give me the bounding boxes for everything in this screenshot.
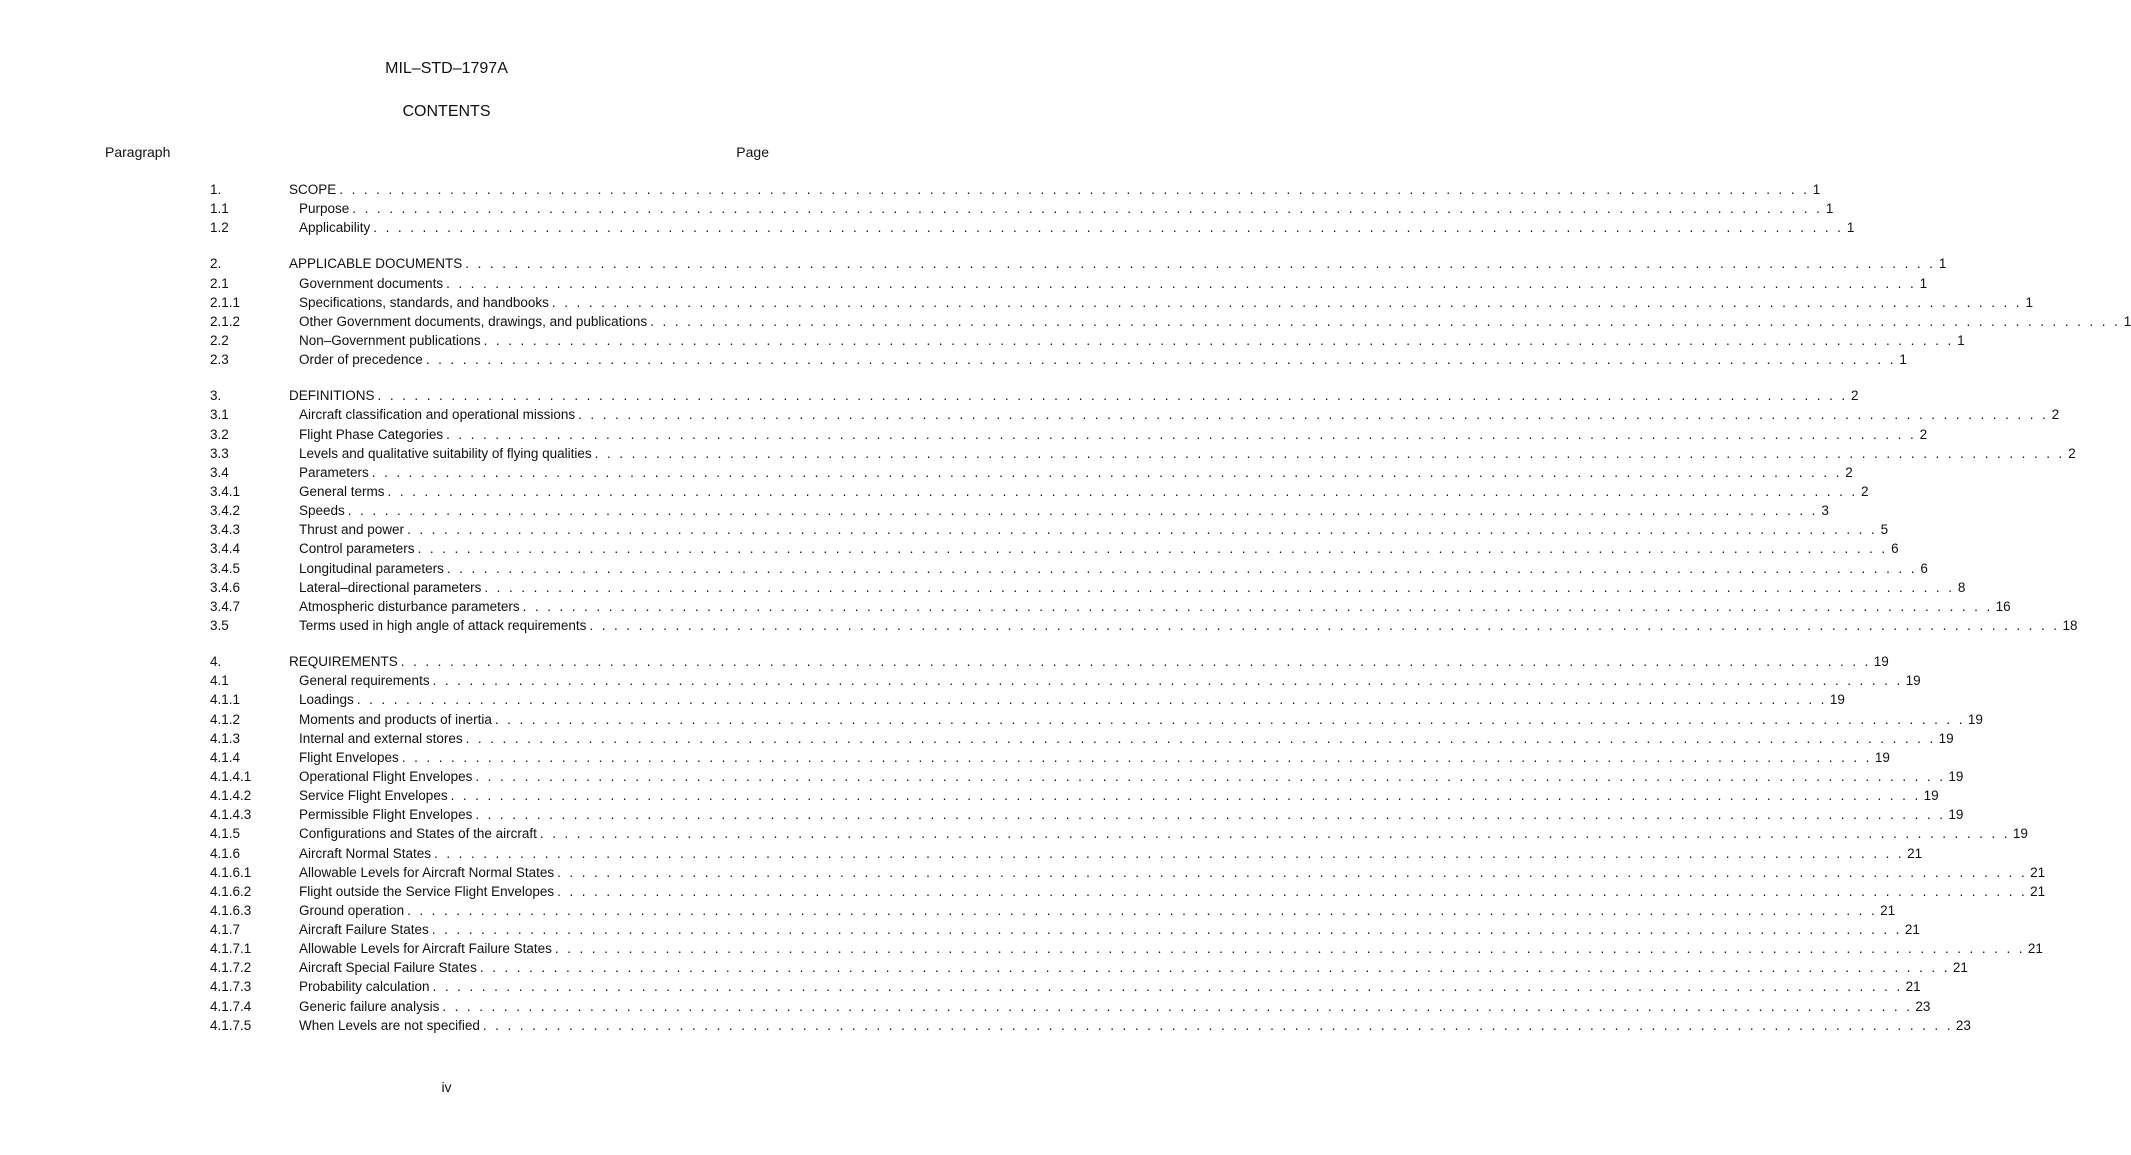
- toc-entry-line: [299, 690, 1845, 709]
- toc-entry-number: 4.1.4.3: [210, 807, 252, 823]
- toc-entry-title: Specifications, standards, and handbooks: [299, 294, 549, 310]
- toc-entry-number: 3.2: [210, 426, 229, 442]
- paragraph-column-header: Paragraph: [105, 144, 171, 160]
- toc-entry-number: 1.1: [210, 201, 229, 217]
- toc-entry-number: 4.1.6.1: [210, 864, 252, 880]
- toc-entry-number: 3.3: [210, 445, 229, 461]
- dot-leader: . . . . . . . . . . . . . . . . . . . . . . . . . . . . . . . . . . . . . . . . . . . . . . . . . . . . . . . . . . . . . . . . . . . . . . . . . . . . . . . . . . . . . . . . . . . . . . . . . . . . . . . . . . . . . . . . . . . . . . . .: [650, 313, 2121, 329]
- toc-entry-title: REQUIREMENTS: [289, 654, 398, 670]
- toc-entry-title: Aircraft Normal States: [299, 845, 432, 861]
- toc-entry-page: 21: [2030, 883, 2046, 899]
- dot-leader: . . . . . . . . . . . . . . . . . . . . . . . . . . . . . . . . . . . . . . . . . . . . . . . . . . . . . . . . . . . . . . . . . . . . . . . . . . . . . . . . . . . . . . . . . . . . . . . . . . . . . . . . . . . . . . . . . . . . . . . .: [551, 294, 2022, 310]
- toc-entry-page: 1: [1812, 182, 1821, 197]
- toc-entry-line: [299, 977, 1921, 996]
- toc-entry-title: Allowable Levels for Aircraft Normal States: [299, 864, 555, 880]
- toc-entry[interactable]: [210, 482, 1869, 501]
- toc-entry-page: 2: [1861, 483, 1869, 499]
- dot-leader: . . . . . . . . . . . . . . . . . . . . . . . . . . . . . . . . . . . . . . . . . . . . . . . . . . . . . . . . . . . . . . . . . . . . . . . . . . . . . . . . . . . . . . . . . . . . . . . . . . . . . . . . . . . . . . . . . . . . . . . .: [417, 541, 1888, 557]
- table-of-contents: [210, 180, 2131, 1052]
- toc-entry-page: 2: [1845, 464, 1853, 480]
- dot-leader: . . . . . . . . . . . . . . . . . . . . . . . . . . . . . . . . . . . . . . . . . . . . . . . . . . . . . . . . . . . . . . . . . . . . . . . . . . . . . . . . . . . . . . . . . . . . . . . . . . . . . . . . . . . . . . . . . . . . . . . .: [589, 617, 2060, 633]
- toc-entry[interactable]: [210, 180, 1821, 199]
- toc-entry-page: 19: [1905, 673, 1921, 689]
- dot-leader: . . . . . . . . . . . . . . . . . . . . . . . . . . . . . . . . . . . . . . . . . . . . . . . . . . . . . . . . . . . . . . . . . . . . . . . . . . . . . . . . . . . . . . . . . . . . . . . . . . . . . . . . . . . . . . . . . . . . . . . .: [578, 407, 2049, 423]
- dot-leader: . . . . . . . . . . . . . . . . . . . . . . . . . . . . . . . . . . . . . . . . . . . . . . . . . . . . . . . . . . . . . . . . . . . . . . . . . . . . . . . . . . . . . . . . . . . . . . . . . . . . . . . . . . . . . . . . . . . . . . . .: [446, 275, 1917, 291]
- dot-leader: . . . . . . . . . . . . . . . . . . . . . . . . . . . . . . . . . . . . . . . . . . . . . . . . . . . . . . . . . . . . . . . . . . . . . . . . . . . . . . . . . . . . . . . . . . . . . . . . . . . . . . . . . . . . . . . . . . . . . . . .: [465, 730, 1936, 746]
- dot-leader: . . . . . . . . . . . . . . . . . . . . . . . . . . . . . . . . . . . . . . . . . . . . . . . . . . . . . . . . . . . . . . . . . . . . . . . . . . . . . . . . . . . . . . . . . . . . . . . . . . . . . . . . . . . . . . . . . . . . . . . .: [373, 220, 1844, 236]
- toc-entry-number: 2.: [210, 256, 222, 272]
- dot-leader: . . . . . . . . . . . . . . . . . . . . . . . . . . . . . . . . . . . . . . . . . . . . . . . . . . . . . . . . . . . . . . . . . . . . . . . . . . . . . . . . . . . . . . . . . . . . . . . . . . . . . . . . . . . . . . . . . . . . . . . .: [446, 560, 1917, 576]
- dot-leader: . . . . . . . . . . . . . . . . . . . . . . . . . . . . . . . . . . . . . . . . . . . . . . . . . . . . . . . . . . . . . . . . . . . . . . . . . . . . . . . . . . . . . . . . . . . . . . . . . . . . . . . . . . . . . . . . . . . . . . . .: [446, 426, 1917, 442]
- toc-entry[interactable]: [210, 710, 1983, 729]
- toc-entry-number: 4.1.3: [210, 730, 241, 746]
- toc-entry-line: [299, 729, 1954, 748]
- toc-entry[interactable]: [210, 539, 1899, 558]
- toc-entry-page: 19: [1923, 788, 1939, 804]
- toc-entry-line: [299, 463, 1853, 482]
- toc-entry-number: 4.1.4: [210, 749, 241, 765]
- dot-leader: . . . . . . . . . . . . . . . . . . . . . . . . . . . . . . . . . . . . . . . . . . . . . . . . . . . . . . . . . . . . . . . . . . . . . . . . . . . . . . . . . . . . . . . . . . . . . . . . . . . . . . . . . . . . . . . . . . . . . . . .: [450, 788, 1921, 804]
- toc-entry-line: [299, 559, 1928, 578]
- toc-entry[interactable]: [210, 671, 1921, 690]
- page-number: iv: [441, 1079, 452, 1095]
- toc-entry-number: 4.1.7.3: [210, 979, 252, 995]
- toc-entry-page: 19: [1967, 711, 1983, 727]
- toc-entry-title: SCOPE: [289, 182, 337, 197]
- toc-entry-title: Moments and products of inertia: [299, 711, 492, 727]
- toc-entry-page: 18: [2062, 617, 2078, 633]
- toc-entry-line: [299, 882, 2046, 901]
- toc-entry-line: [299, 939, 2043, 958]
- toc-entry-line: [299, 863, 2046, 882]
- toc-entry-line: [299, 786, 1939, 805]
- toc-entry-page: 2: [2068, 445, 2076, 461]
- dot-leader: . . . . . . . . . . . . . . . . . . . . . . . . . . . . . . . . . . . . . . . . . . . . . . . . . . . . . . . . . . . . . . . . . . . . . . . . . . . . . . . . . . . . . . . . . . . . . . . . . . . . . . . . . . . . . . . . . . . . . . . .: [432, 673, 1903, 689]
- toc-entry-number: 4.1.6: [210, 845, 241, 861]
- toc-entry-page: 5: [1880, 522, 1889, 538]
- toc-entry-page: 19: [2012, 826, 2028, 842]
- toc-entry-page: 1: [1899, 352, 1907, 368]
- toc-entry[interactable]: [210, 501, 1829, 520]
- toc-entry[interactable]: [210, 386, 1859, 405]
- toc-entry-number: 2.1.1: [210, 294, 241, 310]
- dot-leader: . . . . . . . . . . . . . . . . . . . . . . . . . . . . . . . . . . . . . . . . . . . . . . . . . . . . . . . . . . . . . . . . . . . . . . . . . . . . . . . . . . . . . . . . . . . . . . . . . . . . . . . . . . . . . . . . . . . . . . . .: [401, 749, 1872, 765]
- toc-entry[interactable]: [210, 844, 1923, 863]
- toc-entry-title: Government documents: [299, 275, 444, 291]
- dot-leader: . . . . . . . . . . . . . . . . . . . . . . . . . . . . . . . . . . . . . . . . . . . . . . . . . . . . . . . . . . . . . . . . . . . . . . . . . . . . . . . . . . . . . . . . . . . . . . . . . . . . . . . . . . . . . . . . . . . . . . . .: [356, 692, 1827, 708]
- toc-entry[interactable]: [210, 616, 2078, 635]
- toc-entry[interactable]: [210, 463, 1853, 482]
- toc-entry[interactable]: [210, 559, 1928, 578]
- dot-leader: . . . . . . . . . . . . . . . . . . . . . . . . . . . . . . . . . . . . . . . . . . . . . . . . . . . . . . . . . . . . . . . . . . . . . . . . . . . . . . . . . . . . . . . . . . . . . . . . . . . . . . . . . . . . . . . . . . . . . . . .: [347, 503, 1818, 519]
- toc-entry-page: 21: [1952, 960, 1968, 976]
- toc-entry[interactable]: [210, 425, 1928, 444]
- dot-leader: . . . . . . . . . . . . . . . . . . . . . . . . . . . . . . . . . . . . . . . . . . . . . . . . . . . . . . . . . . . . . . . . . . . . . . . . . . . . . . . . . . . . . . . . . . . . . . . . . . . . . . . . . . . . . . . . . . . . . . . .: [400, 654, 1871, 670]
- document-id: MIL–STD–1797A: [385, 60, 508, 77]
- dot-leader: . . . . . . . . . . . . . . . . . . . . . . . . . . . . . . . . . . . . . . . . . . . . . . . . . . . . . . . . . . . . . . . . . . . . . . . . . . . . . . . . . . . . . . . . . . . . . . . . . . . . . . . . . . . . . . . . . . . . . . . .: [539, 826, 2010, 842]
- toc-entry-number: 4.1.1: [210, 692, 241, 708]
- toc-entry-page: 1: [1825, 201, 1834, 217]
- dot-leader: . . . . . . . . . . . . . . . . . . . . . . . . . . . . . . . . . . . . . . . . . . . . . . . . . . . . . . . . . . . . . . . . . . . . . . . . . . . . . . . . . . . . . . . . . . . . . . . . . . . . . . . . . . . . . . . . . . . . . . . .: [371, 464, 1842, 480]
- toc-entry-page: 8: [1957, 579, 1966, 595]
- toc-entry-title: Longitudinal parameters: [299, 560, 444, 576]
- toc-entry[interactable]: [210, 218, 1855, 237]
- toc-entry-title: Lateral–directional parameters: [299, 579, 482, 595]
- toc-entry-title: Applicability: [299, 220, 371, 236]
- toc-entry-number: 3.4.3: [210, 522, 241, 538]
- toc-entry-page: 16: [1995, 598, 2011, 614]
- toc-entry-line: [289, 254, 1947, 273]
- toc-entry-number: 3.4.2: [210, 503, 241, 519]
- toc-entry[interactable]: [210, 920, 1920, 939]
- toc-entry-number: 1.: [210, 182, 222, 197]
- toc-entry-line: [299, 444, 2076, 463]
- toc-entry[interactable]: [210, 254, 1947, 273]
- toc-entry-number: 3.5: [210, 617, 229, 633]
- dot-leader: . . . . . . . . . . . . . . . . . . . . . . . . . . . . . . . . . . . . . . . . . . . . . . . . . . . . . . . . . . . . . . . . . . . . . . . . . . . . . . . . . . . . . . . . . . . . . . . . . . . . . . . . . . . . . . . . . . . . . . . .: [475, 807, 1946, 823]
- toc-entry[interactable]: [210, 652, 1889, 671]
- toc-entry-line: [299, 597, 2011, 616]
- toc-section-group: [210, 386, 2078, 635]
- toc-entry-page: 21: [1904, 922, 1920, 938]
- toc-entry-title: Aircraft classification and operational missions: [299, 407, 576, 423]
- toc-entry-line: [299, 405, 2060, 424]
- toc-entry[interactable]: [210, 293, 2033, 312]
- toc-entry-page: 2: [1919, 426, 1928, 442]
- toc-entry-number: 4.1.2: [210, 711, 241, 727]
- toc-entry-number: 4.1.5: [210, 826, 241, 842]
- toc-entry-line: [299, 293, 2033, 312]
- toc-entry-page: 21: [1907, 845, 1923, 861]
- toc-entry-number: 3.4.5: [210, 560, 241, 576]
- toc-entry-title: General requirements: [299, 673, 430, 689]
- toc-entry[interactable]: [210, 690, 1845, 709]
- toc-entry-page: 2: [2051, 407, 2060, 423]
- toc-section-group: [210, 652, 2046, 1035]
- dot-leader: . . . . . . . . . . . . . . . . . . . . . . . . . . . . . . . . . . . . . . . . . . . . . . . . . . . . . . . . . . . . . . . . . . . . . . . . . . . . . . . . . . . . . . . . . . . . . . . . . . . . . . . . . . . . . . . . . . . . . . . .: [522, 598, 1993, 614]
- dot-leader: . . . . . . . . . . . . . . . . . . . . . . . . . . . . . . . . . . . . . . . . . . . . . . . . . . . . . . . . . . . . . . . . . . . . . . . . . . . . . . . . . . . . . . . . . . . . . . . . . . . . . . . . . . . . . . . . . . . . . . . .: [432, 979, 1903, 995]
- toc-entry-line: [299, 482, 1869, 501]
- toc-entry[interactable]: [210, 863, 2046, 882]
- toc-entry-title: Configurations and States of the aircraft: [299, 826, 537, 842]
- toc-entry-title: Operational Flight Envelopes: [299, 768, 473, 784]
- toc-entry-line: [299, 748, 1890, 767]
- toc-entry-line: [299, 539, 1899, 558]
- toc-entry-page: 21: [1880, 902, 1896, 918]
- toc-entry[interactable]: [210, 748, 1890, 767]
- dot-leader: . . . . . . . . . . . . . . . . . . . . . . . . . . . . . . . . . . . . . . . . . . . . . . . . . . . . . . . . . . . . . . . . . . . . . . . . . . . . . . . . . . . . . . . . . . . . . . . . . . . . . . . . . . . . . . . . . . . . . . . .: [482, 1017, 1953, 1033]
- toc-entry-line: [299, 501, 1829, 520]
- toc-entry-line: [289, 652, 1889, 671]
- toc-entry-line: [299, 901, 1896, 920]
- toc-entry-title: Atmospheric disturbance parameters: [299, 598, 520, 614]
- toc-entry-title: Allowable Levels for Aircraft Failure States: [299, 941, 552, 957]
- toc-entry-page: 21: [2030, 864, 2046, 880]
- toc-entry-title: Generic failure analysis: [299, 998, 440, 1014]
- dot-leader: . . . . . . . . . . . . . . . . . . . . . . . . . . . . . . . . . . . . . . . . . . . . . . . . . . . . . . . . . . . . . . . . . . . . . . . . . . . . . . . . . . . . . . . . . . . . . . . . . . . . . . . . . . . . . . . . . . . . . . . .: [339, 182, 1810, 197]
- toc-entry-number: 2.1: [210, 275, 229, 291]
- toc-entry-number: 3.1: [210, 407, 229, 423]
- toc-entry-title: Ground operation: [299, 902, 405, 918]
- dot-leader: . . . . . . . . . . . . . . . . . . . . . . . . . . . . . . . . . . . . . . . . . . . . . . . . . . . . . . . . . . . . . . . . . . . . . . . . . . . . . . . . . . . . . . . . . . . . . . . . . . . . . . . . . . . . . . . . . . . . . . . .: [479, 960, 1950, 976]
- toc-entry[interactable]: [210, 939, 2043, 958]
- toc-entry-title: Parameters: [299, 464, 369, 480]
- toc-entry[interactable]: [210, 767, 1964, 786]
- toc-entry-number: 4.1.4.2: [210, 788, 252, 804]
- toc-entry-title: APPLICABLE DOCUMENTS: [289, 256, 463, 272]
- toc-entry-page: 1: [1846, 220, 1855, 236]
- toc-entry[interactable]: [210, 882, 2046, 901]
- dot-leader: . . . . . . . . . . . . . . . . . . . . . . . . . . . . . . . . . . . . . . . . . . . . . . . . . . . . . . . . . . . . . . . . . . . . . . . . . . . . . . . . . . . . . . . . . . . . . . . . . . . . . . . . . . . . . . . . . . . . . . . .: [387, 483, 1858, 499]
- toc-entry-title: Terms used in high angle of attack requirements: [299, 617, 587, 633]
- toc-entry-number: 3.4.4: [210, 541, 241, 557]
- toc-entry-page: 19: [1948, 807, 1964, 823]
- toc-entry-line: [299, 199, 1834, 218]
- toc-entry[interactable]: [210, 786, 1939, 805]
- toc-entry-title: DEFINITIONS: [289, 388, 375, 404]
- toc-entry-page: 1: [2123, 313, 2131, 329]
- toc-entry-line: [299, 350, 1907, 369]
- toc-entry-number: 4.1.4.1: [210, 768, 252, 784]
- toc-entry-title: General terms: [299, 483, 385, 499]
- dot-leader: . . . . . . . . . . . . . . . . . . . . . . . . . . . . . . . . . . . . . . . . . . . . . . . . . . . . . . . . . . . . . . . . . . . . . . . . . . . . . . . . . . . . . . . . . . . . . . . . . . . . . . . . . . . . . . . . . . . . . . . .: [434, 845, 1905, 861]
- toc-entry-number: 4.1.7.5: [210, 1017, 252, 1033]
- toc-entry[interactable]: [210, 312, 2131, 331]
- toc-entry-line: [289, 180, 1821, 199]
- toc-entry-line: [299, 920, 1920, 939]
- toc-entry[interactable]: [210, 824, 2028, 843]
- toc-entry-number: 4.1.7.1: [210, 941, 252, 957]
- toc-entry-line: [299, 218, 1855, 237]
- toc-entry-line: [299, 616, 2078, 635]
- dot-leader: . . . . . . . . . . . . . . . . . . . . . . . . . . . . . . . . . . . . . . . . . . . . . . . . . . . . . . . . . . . . . . . . . . . . . . . . . . . . . . . . . . . . . . . . . . . . . . . . . . . . . . . . . . . . . . . . . . . . . . . .: [484, 579, 1955, 595]
- toc-entry-title: When Levels are not specified: [299, 1017, 480, 1033]
- toc-entry-page: 6: [1891, 541, 1899, 557]
- toc-entry-page: 23: [1915, 998, 1931, 1014]
- toc-entry-title: Levels and qualitative suitability of flying qualities: [299, 445, 592, 461]
- toc-entry-line: [299, 997, 1931, 1016]
- toc-entry-number: 4.1.7.2: [210, 960, 252, 976]
- toc-entry-number: 4.1.6.3: [210, 902, 252, 918]
- dot-leader: . . . . . . . . . . . . . . . . . . . . . . . . . . . . . . . . . . . . . . . . . . . . . . . . . . . . . . . . . . . . . . . . . . . . . . . . . . . . . . . . . . . . . . . . . . . . . . . . . . . . . . . . . . . . . . . . . . . . . . . .: [352, 201, 1823, 217]
- toc-entry-title: Service Flight Envelopes: [299, 788, 448, 804]
- toc-entry[interactable]: [210, 597, 2011, 616]
- toc-entry-title: Flight Phase Categories: [299, 426, 444, 442]
- toc-entry[interactable]: [210, 520, 1889, 539]
- dot-leader: . . . . . . . . . . . . . . . . . . . . . . . . . . . . . . . . . . . . . . . . . . . . . . . . . . . . . . . . . . . . . . . . . . . . . . . . . . . . . . . . . . . . . . . . . . . . . . . . . . . . . . . . . . . . . . . . . . . . . . . .: [483, 332, 1954, 348]
- toc-entry-number: 3.4.7: [210, 598, 241, 614]
- toc-entry-number: 1.2: [210, 220, 229, 236]
- toc-entry-title: Speeds: [299, 503, 345, 519]
- toc-entry[interactable]: [210, 805, 1964, 824]
- toc-entry-line: [299, 958, 1968, 977]
- toc-entry-line: [299, 425, 1928, 444]
- toc-entry-page: 1: [1938, 256, 1947, 272]
- toc-entry-title: Other Government documents, drawings, and publications: [299, 313, 648, 329]
- dot-leader: . . . . . . . . . . . . . . . . . . . . . . . . . . . . . . . . . . . . . . . . . . . . . . . . . . . . . . . . . . . . . . . . . . . . . . . . . . . . . . . . . . . . . . . . . . . . . . . . . . . . . . . . . . . . . . . . . . . . . . . .: [425, 352, 1896, 368]
- dot-leader: . . . . . . . . . . . . . . . . . . . . . . . . . . . . . . . . . . . . . . . . . . . . . . . . . . . . . . . . . . . . . . . . . . . . . . . . . . . . . . . . . . . . . . . . . . . . . . . . . . . . . . . . . . . . . . . . . . . . . . . .: [557, 864, 2028, 880]
- toc-entry-page: 1: [2025, 294, 2033, 310]
- dot-leader: . . . . . . . . . . . . . . . . . . . . . . . . . . . . . . . . . . . . . . . . . . . . . . . . . . . . . . . . . . . . . . . . . . . . . . . . . . . . . . . . . . . . . . . . . . . . . . . . . . . . . . . . . . . . . . . . . . . . . . . .: [557, 883, 2028, 899]
- toc-entry[interactable]: [210, 977, 1921, 996]
- toc-entry-page: 2: [1851, 388, 1859, 404]
- toc-entry-title: Flight Envelopes: [299, 749, 399, 765]
- toc-entry-line: [289, 386, 1859, 405]
- toc-entry-page: 1: [1919, 275, 1928, 291]
- toc-entry-number: 4.1.7: [210, 922, 241, 938]
- toc-entry-title: Aircraft Special Failure States: [299, 960, 477, 976]
- toc-entry-page: 19: [1948, 768, 1964, 784]
- toc-entry-line: [299, 274, 1928, 293]
- dot-leader: . . . . . . . . . . . . . . . . . . . . . . . . . . . . . . . . . . . . . . . . . . . . . . . . . . . . . . . . . . . . . . . . . . . . . . . . . . . . . . . . . . . . . . . . . . . . . . . . . . . . . . . . . . . . . . . . . . . . . . . .: [442, 998, 1913, 1014]
- toc-entry-number: 2.2: [210, 332, 229, 348]
- toc-entry[interactable]: [210, 997, 1931, 1016]
- dot-leader: . . . . . . . . . . . . . . . . . . . . . . . . . . . . . . . . . . . . . . . . . . . . . . . . . . . . . . . . . . . . . . . . . . . . . . . . . . . . . . . . . . . . . . . . . . . . . . . . . . . . . . . . . . . . . . . . . . . . . . . .: [465, 256, 1936, 272]
- dot-leader: . . . . . . . . . . . . . . . . . . . . . . . . . . . . . . . . . . . . . . . . . . . . . . . . . . . . . . . . . . . . . . . . . . . . . . . . . . . . . . . . . . . . . . . . . . . . . . . . . . . . . . . . . . . . . . . . . . . . . . . .: [554, 941, 2025, 957]
- toc-entry[interactable]: [210, 350, 1907, 369]
- toc-entry-line: [299, 824, 2028, 843]
- toc-entry-line: [299, 520, 1889, 539]
- toc-entry-number: 3.4.6: [210, 579, 241, 595]
- toc-entry-line: [299, 844, 1923, 863]
- toc-entry-line: [299, 767, 1964, 786]
- contents-title: CONTENTS: [402, 103, 491, 120]
- toc-entry-title: Aircraft Failure States: [299, 922, 429, 938]
- dot-leader: . . . . . . . . . . . . . . . . . . . . . . . . . . . . . . . . . . . . . . . . . . . . . . . . . . . . . . . . . . . . . . . . . . . . . . . . . . . . . . . . . . . . . . . . . . . . . . . . . . . . . . . . . . . . . . . . . . . . . . . .: [377, 388, 1848, 404]
- toc-entry-page: 19: [1829, 692, 1845, 708]
- dot-leader: . . . . . . . . . . . . . . . . . . . . . . . . . . . . . . . . . . . . . . . . . . . . . . . . . . . . . . . . . . . . . . . . . . . . . . . . . . . . . . . . . . . . . . . . . . . . . . . . . . . . . . . . . . . . . . . . . . . . . . . .: [494, 711, 1965, 727]
- toc-entry-number: 3.: [210, 388, 222, 404]
- toc-entry-page: 21: [1905, 979, 1921, 995]
- toc-entry-page: 23: [1955, 1017, 1971, 1033]
- toc-entry-page: 3: [1821, 503, 1829, 519]
- toc-entry[interactable]: [210, 444, 2076, 463]
- toc-entry-line: [299, 312, 2131, 331]
- toc-entry-page: 19: [1874, 749, 1890, 765]
- toc-entry-number: 2.1.2: [210, 313, 241, 329]
- dot-leader: . . . . . . . . . . . . . . . . . . . . . . . . . . . . . . . . . . . . . . . . . . . . . . . . . . . . . . . . . . . . . . . . . . . . . . . . . . . . . . . . . . . . . . . . . . . . . . . . . . . . . . . . . . . . . . . . . . . . . . . .: [431, 922, 1902, 938]
- toc-entry-number: 4.1: [210, 673, 229, 689]
- toc-section-group: [210, 254, 2131, 369]
- toc-entry-title: Order of precedence: [299, 352, 423, 368]
- toc-entry-number: 3.4: [210, 464, 229, 480]
- toc-entry-title: Flight outside the Service Flight Envelopes: [299, 883, 555, 899]
- toc-entry-title: Purpose: [299, 201, 350, 217]
- toc-entry-title: Non–Government publications: [299, 332, 481, 348]
- toc-entry[interactable]: [210, 199, 1834, 218]
- toc-entry-page: 6: [1920, 560, 1928, 576]
- toc-entry-number: 4.1.6.2: [210, 883, 252, 899]
- toc-entry-line: [299, 710, 1983, 729]
- toc-entry-page: 19: [1873, 654, 1889, 670]
- dot-leader: . . . . . . . . . . . . . . . . . . . . . . . . . . . . . . . . . . . . . . . . . . . . . . . . . . . . . . . . . . . . . . . . . . . . . . . . . . . . . . . . . . . . . . . . . . . . . . . . . . . . . . . . . . . . . . . . . . . . . . . .: [475, 768, 1946, 784]
- toc-entry-line: [299, 1016, 1971, 1035]
- dot-leader: . . . . . . . . . . . . . . . . . . . . . . . . . . . . . . . . . . . . . . . . . . . . . . . . . . . . . . . . . . . . . . . . . . . . . . . . . . . . . . . . . . . . . . . . . . . . . . . . . . . . . . . . . . . . . . . . . . . . . . . .: [407, 902, 1878, 918]
- toc-entry-title: Probability calculation: [299, 979, 430, 995]
- toc-entry-title: Control parameters: [299, 541, 415, 557]
- toc-entry[interactable]: [210, 405, 2060, 424]
- toc-entry-page: 21: [2027, 941, 2043, 957]
- toc-entry-page: 19: [1938, 730, 1954, 746]
- toc-entry-line: [299, 805, 1964, 824]
- toc-entry-number: 4.1.7.4: [210, 998, 252, 1014]
- toc-entry-title: Internal and external stores: [299, 730, 463, 746]
- toc-entry[interactable]: [210, 1016, 1971, 1035]
- toc-entry[interactable]: [210, 958, 1968, 977]
- toc-entry-title: Thrust and power: [299, 522, 405, 538]
- toc-section-group: [210, 180, 1855, 237]
- toc-entry-line: [299, 331, 1965, 350]
- toc-entry[interactable]: [210, 901, 1896, 920]
- toc-entry-number: 2.3: [210, 352, 229, 368]
- toc-entry[interactable]: [210, 578, 1966, 597]
- dot-leader: . . . . . . . . . . . . . . . . . . . . . . . . . . . . . . . . . . . . . . . . . . . . . . . . . . . . . . . . . . . . . . . . . . . . . . . . . . . . . . . . . . . . . . . . . . . . . . . . . . . . . . . . . . . . . . . . . . . . . . . .: [594, 445, 2065, 461]
- toc-entry[interactable]: [210, 274, 1928, 293]
- toc-entry-page: 1: [1957, 332, 1965, 348]
- page-column-header: Page: [736, 144, 769, 160]
- toc-entry-line: [299, 578, 1966, 597]
- toc-entry[interactable]: [210, 729, 1954, 748]
- toc-entry-number: 4.: [210, 654, 222, 670]
- toc-entry[interactable]: [210, 331, 1965, 350]
- toc-entry-number: 3.4.1: [210, 483, 241, 499]
- toc-entry-title: Loadings: [299, 692, 354, 708]
- toc-entry-title: Permissible Flight Envelopes: [299, 807, 473, 823]
- dot-leader: . . . . . . . . . . . . . . . . . . . . . . . . . . . . . . . . . . . . . . . . . . . . . . . . . . . . . . . . . . . . . . . . . . . . . . . . . . . . . . . . . . . . . . . . . . . . . . . . . . . . . . . . . . . . . . . . . . . . . . . .: [407, 522, 1878, 538]
- toc-entry-line: [299, 671, 1921, 690]
